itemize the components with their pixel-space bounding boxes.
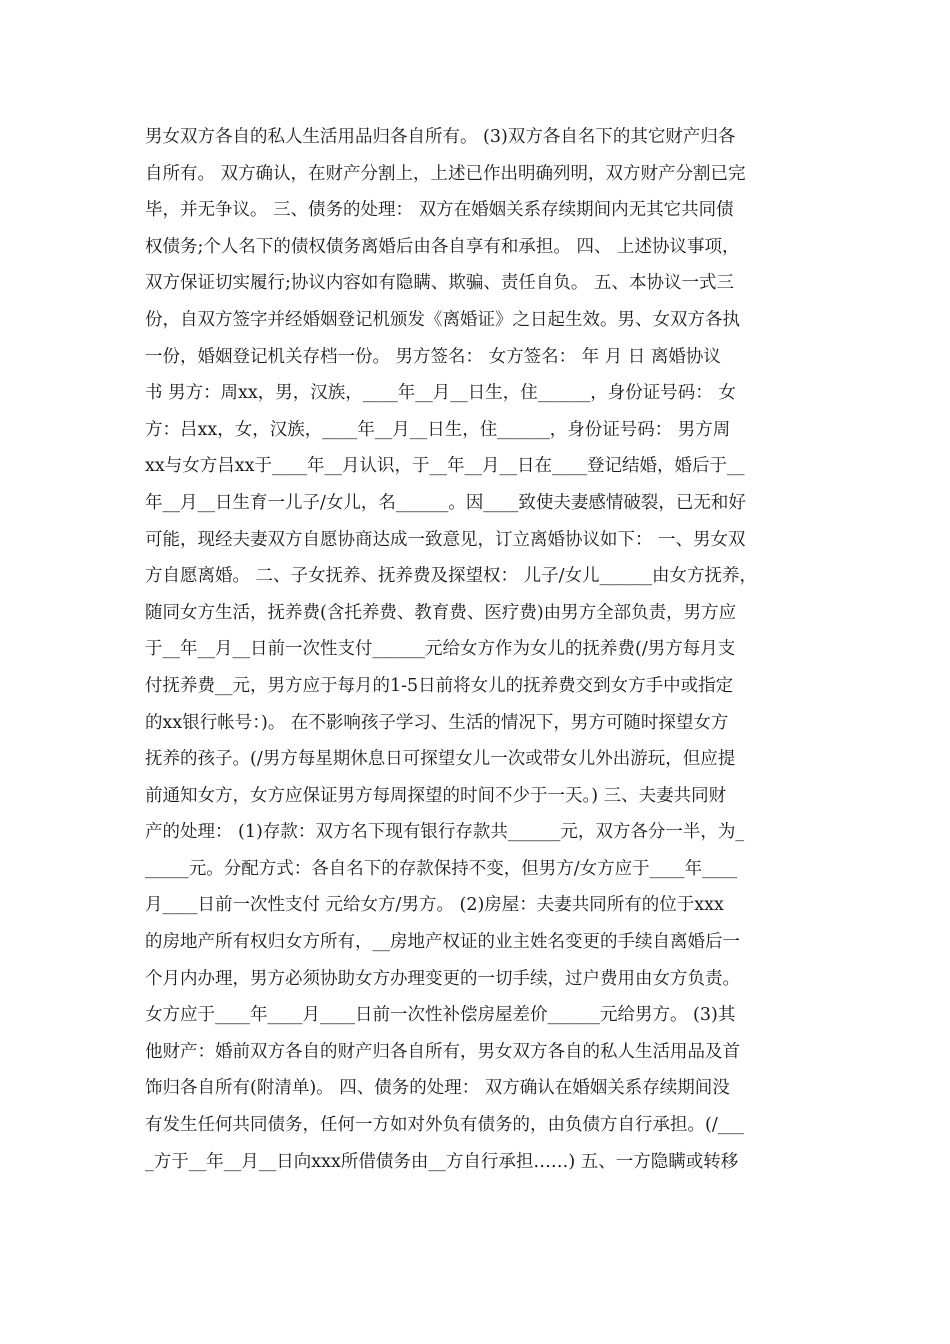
text-line: 权债务;个人名下的债权债务离婚后由各自享有和承担。 四、 上述协议事项， (145, 236, 740, 257)
text-line: 毕，并无争议。 三、债务的处理： 双方在婚姻关系存续期间内无其它共同债 (145, 200, 734, 221)
text-line: 他财产：婚前双方各自的财产归各自所有，男女双方各自的私人生活用品及首 (145, 1041, 740, 1062)
text-line: 随同女方生活，抚养费(含托养费、教育费、医疗费)由男方全部负责，男方应 (145, 602, 737, 623)
text-line: 方：吕xx，女，汉族，____年__月__日生，住______，身份证号码： 男方周 (145, 419, 731, 440)
text-line: 女方应于____年____月____日前一次性补偿房屋差价______元给男方。 (3)其 (145, 1005, 736, 1026)
text-line: 抚养的孩子。(/男方每星期休息日可探望女儿一次或带女儿外出游玩，但应提 (145, 749, 736, 770)
text-line: 年__月__日生育一儿子/女儿，名______。因____致使夫妻感情破裂，已无和好 (145, 492, 746, 513)
text-line: 前通知女方，女方应保证男方每周探望的时间不少于一天。) 三、夫妻共同财 (145, 785, 727, 806)
text-line: _____元。分配方式：各自名下的存款保持不变，但男方/女方应于____年____ (145, 858, 738, 879)
text-line: 一份，婚姻登记机关存档一份。 男方签名： 女方签名： 年 月 日 离婚协议 (145, 346, 721, 367)
document-body (145, 119, 815, 1180)
text-line: 的xx银行帐号：)。 在不影响孩子学习、生活的情况下，男方可随时探望女方 (145, 712, 729, 733)
text-line: xx与女方吕xx于____年__月认识，于__年__月__日在____登记结婚，婚后于__ (145, 456, 745, 477)
text-line: 个月内办理，男方必须协助女方办理变更的一切手续，过户费用由女方负责。 (145, 968, 740, 989)
text-line: 份，自双方签字并经婚姻登记机颁发《离婚证》之日起生效。男、女双方各执 (145, 309, 740, 330)
text-line: _方于__年__月__日向xxx所借债务由__方自行承担……) 五、一方隐瞒或转移 (145, 1151, 739, 1172)
text-line: 可能，现经夫妻双方自愿协商达成一致意见，订立离婚协议如下： 一、男女双 (145, 529, 746, 550)
text-line: 于__年__月__日前一次性支付______元给女方作为女儿的抚养费(/男方每月支 (145, 639, 736, 660)
text-line: 的房地产所有权归女方所有，__房地产权证的业主姓名变更的手续自离婚后一 (145, 932, 740, 953)
text-line: 自所有。 双方确认，在财产分割上，上述已作出明确列明，双方财产分割已完 (145, 163, 746, 184)
text-line: 双方保证切实履行;协议内容如有隐瞒、欺骗、责任自负。 五、本协议一式三 (145, 273, 734, 294)
text-line: 付抚养费__元，男方应于每月的1-5日前将女儿的抚养费交到女方手中或指定 (145, 675, 734, 696)
text-line: 男女双方各自的私人生活用品归各自所有。 (3)双方各自名下的其它财产归各 (145, 127, 736, 147)
text-line: 月____日前一次性支付 元给女方/男方。 (2)房屋：夫妻共同所有的位于xxx (145, 895, 724, 916)
text-line: 方自愿离婚。 二、子女抚养、抚养费及探望权： 儿子/女儿______由女方抚养， (145, 566, 758, 587)
text-line: 产的处理： (1)存款：双方名下现有银行存款共______元，双方各分一半，为_ (145, 822, 745, 843)
text-line: 有发生任何共同债务，任何一方如对外负有债务的，由负债方自行承担。(/___ (145, 1115, 744, 1136)
text-line: 饰归各自所有(附清单)。 四、债务的处理： 双方确认在婚姻关系存续期间没 (145, 1078, 730, 1099)
text-line: 书 男方：周xx，男，汉族，____年__月__日生，住______，身份证号码： 女 (145, 383, 736, 404)
